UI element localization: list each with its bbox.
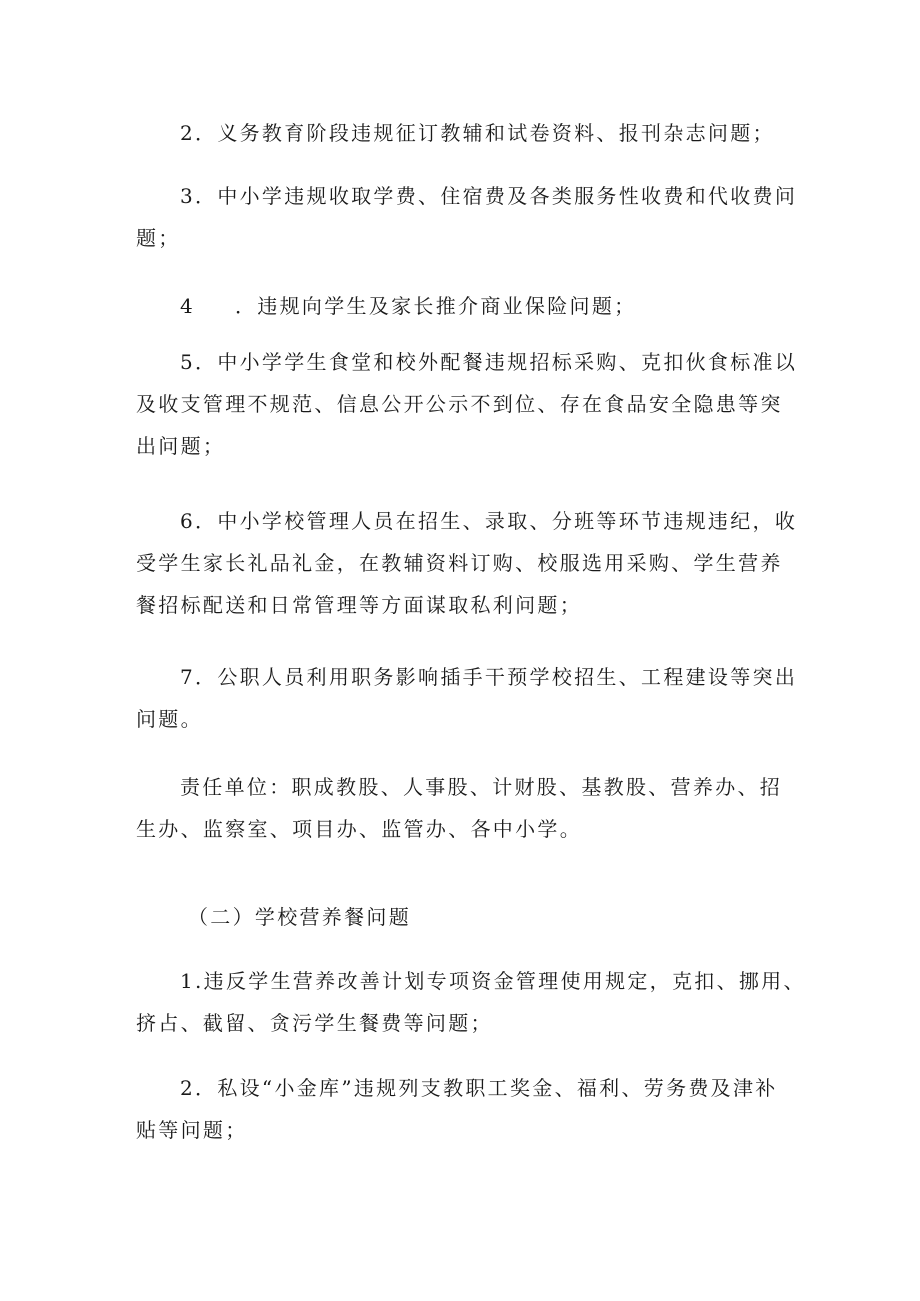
paragraph-item-6 — [136, 500, 796, 626]
item-number: 4 — [180, 294, 196, 318]
responsible-units — [136, 766, 796, 850]
text-line — [136, 285, 796, 327]
text-line: 1.违反学生营养改善计划专项资金管理使用规定，克扣、挪用、 — [180, 969, 806, 993]
text-line: 生办、监察室、项目办、监管办、各中小学。 — [136, 817, 582, 841]
text-line: 6．中小学校管理人员在招生、录取、分班等环节违规违纪，收 — [180, 509, 798, 533]
text-line: （二）学校营养餐问题 — [188, 905, 411, 929]
text-line: 5．中小学学生食堂和校外配餐违规招标采购、克扣伙食标准以 — [180, 350, 798, 374]
text-line: 餐招标配送和日常管理等方面谋取私利问题； — [136, 593, 582, 617]
text-line: 及收支管理不规范、信息公开公示不到位、存在食品安全隐患等突 — [136, 392, 783, 416]
text-line: 贴等问题； — [136, 1118, 248, 1142]
section-heading — [136, 896, 796, 938]
item-text: ．违规向学生及家长推介商业保险问题； — [235, 294, 637, 318]
paragraph-item-2 — [136, 112, 796, 154]
text-line: 责任单位：职成教股、人事股、计财股、基教股、营养办、招 — [180, 775, 783, 799]
text-line: 7．公职人员利用职务影响插手干预学校招生、工程建设等突出 — [180, 665, 798, 689]
paragraph-item-5 — [136, 341, 796, 467]
paragraph-item-7 — [136, 656, 796, 740]
paragraph-item-3 — [136, 175, 796, 259]
text-line: 2．私设“小金库”违规列支教职工奖金、福利、劳务费及津补 — [180, 1076, 778, 1100]
text-line: 挤占、截留、贪污学生餐费等问题； — [136, 1011, 493, 1035]
paragraph-meal-1 — [136, 960, 806, 1044]
text-line: 题； — [136, 226, 181, 250]
text-line: 2．义务教育阶段违规征订教辅和试卷资料、报刊杂志问题； — [180, 121, 775, 145]
paragraph-meal-2 — [136, 1067, 796, 1151]
text-line: 3．中小学违规收取学费、住宿费及各类服务性收费和代收费问 — [180, 184, 798, 208]
text-line: 出问题； — [136, 434, 226, 458]
text-line: 问题。 — [136, 707, 203, 731]
text-line: 受学生家长礼品礼金，在教辅资料订购、校服选用采购、学生营养 — [136, 551, 783, 575]
paragraph-item-4 — [136, 285, 796, 327]
